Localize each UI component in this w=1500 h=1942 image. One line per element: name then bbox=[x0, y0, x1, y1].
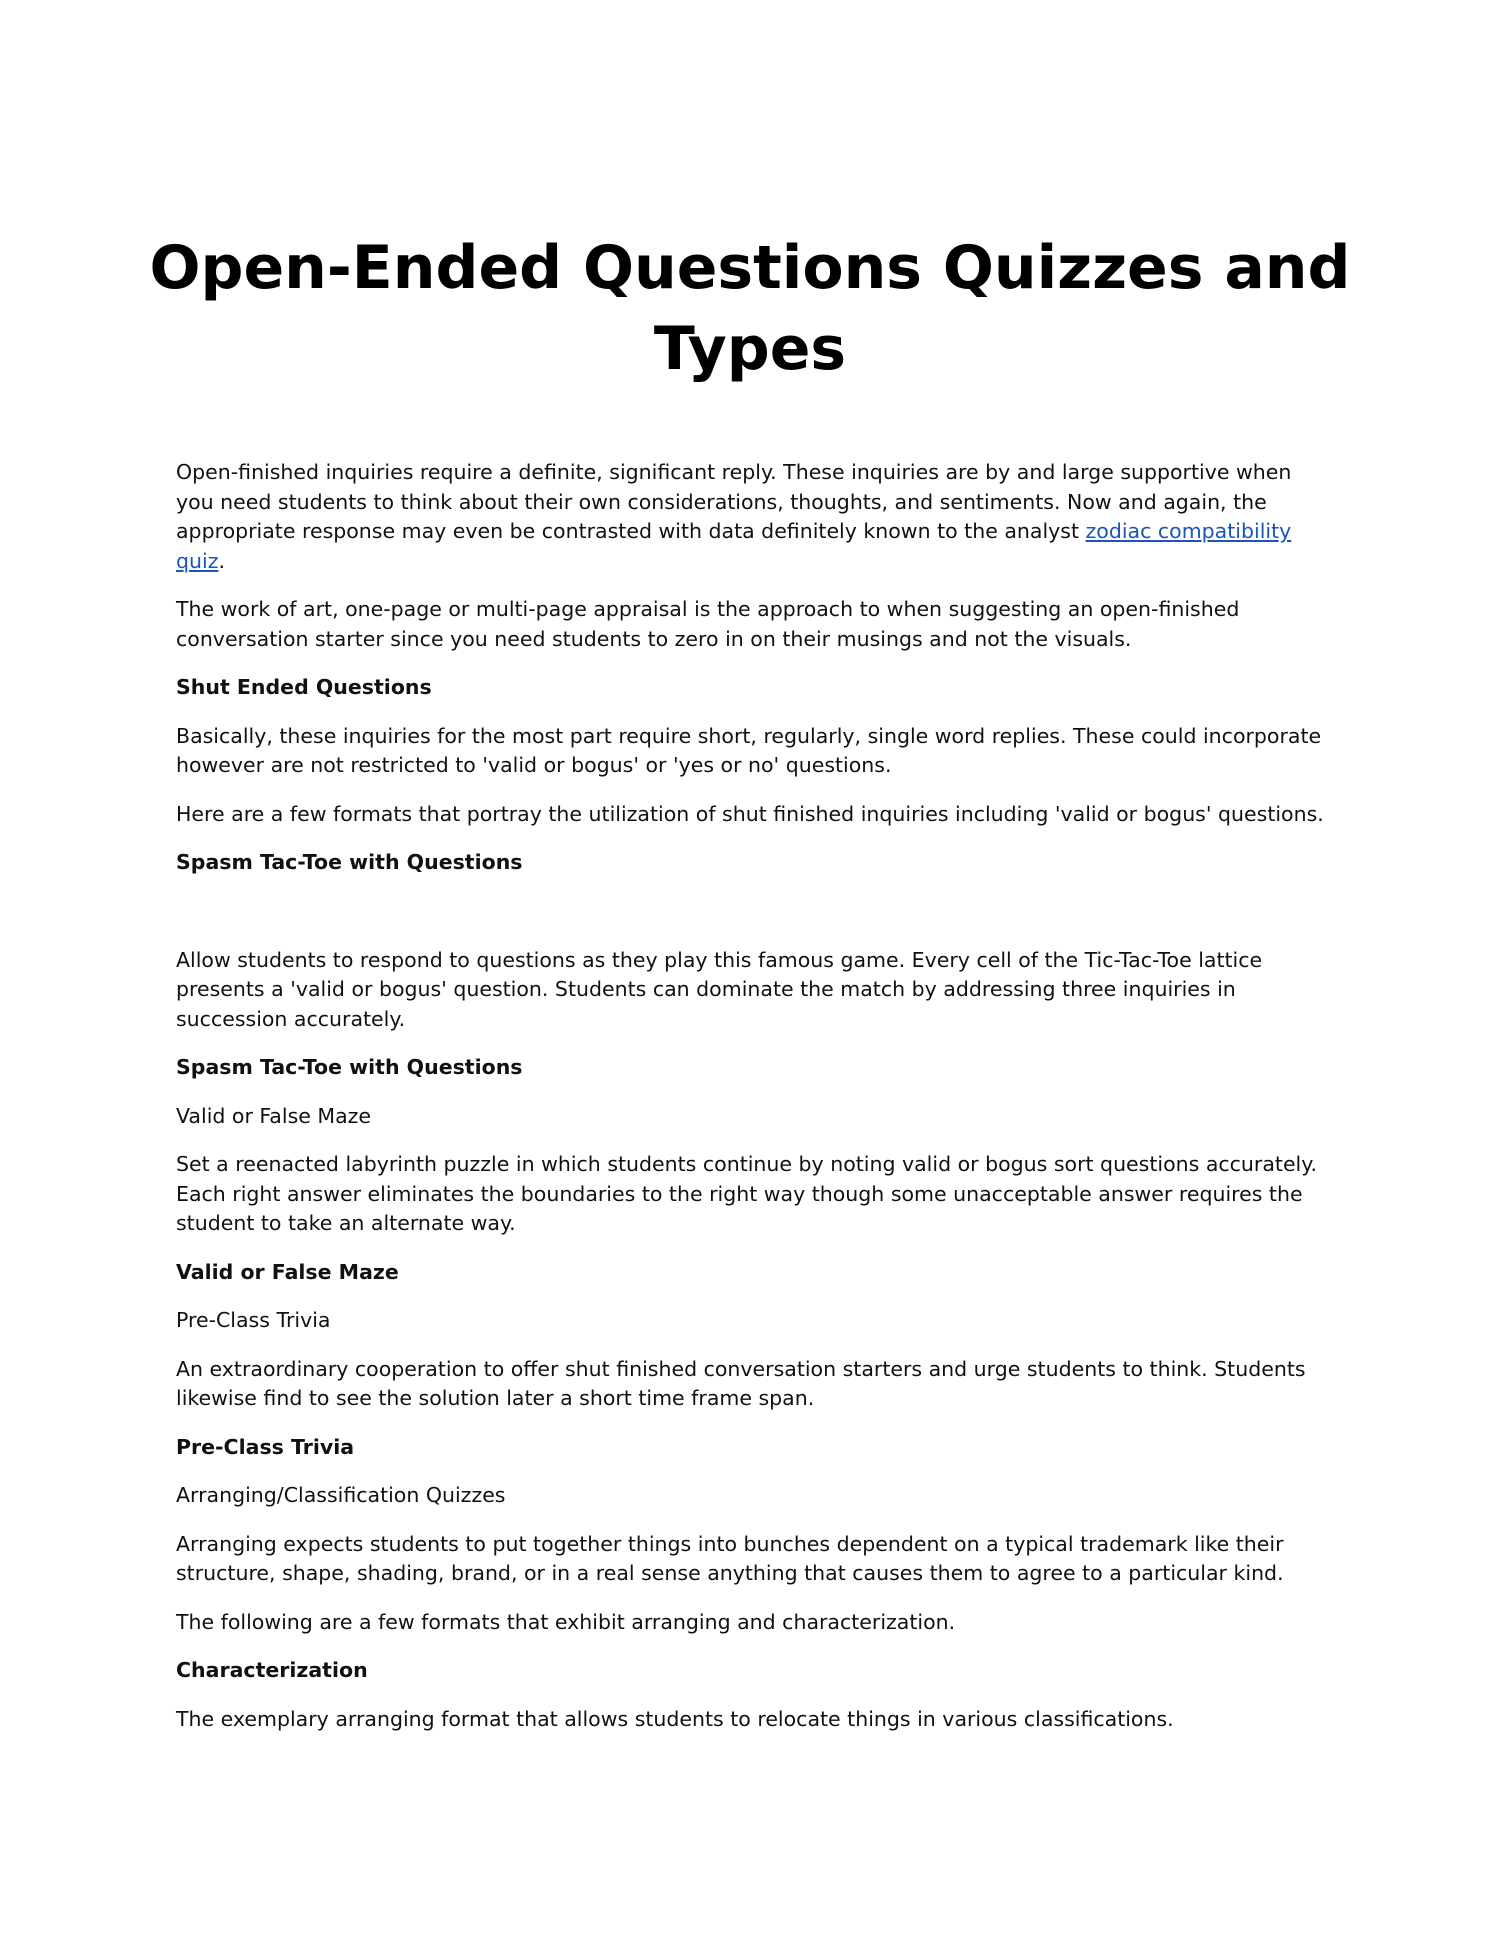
zodiac-compatibility-quiz-link[interactable]: zodiac compatibility quiz bbox=[176, 519, 1292, 573]
section-heading-shut-ended-questions: Shut Ended Questions bbox=[176, 675, 432, 699]
paragraph: The work of art, one-page or multi-page appraisal is the approach to when suggesting an open-finished conversation starter since you need students to zero in on their musings and not the visuals. bbox=[176, 597, 1240, 651]
intro-text: Open-finished inquiries require a definite, significant reply. These inquiries are by and large supportive when you need students to think about their own considerations, thoughts, and sentiments. Now and again, the appropriate response may even be contrasted with data definitely known to the analyst bbox=[176, 460, 1292, 543]
page-title: Open-Ended Questions Quizzes and Types bbox=[149, 233, 1351, 384]
paragraph: Pre-Class Trivia bbox=[176, 1308, 331, 1332]
section-heading-spasm-tac-toe-2: Spasm Tac-Toe with Questions bbox=[176, 1055, 523, 1079]
document-body bbox=[176, 458, 1326, 1753]
section-heading-spasm-tac-toe: Spasm Tac-Toe with Questions bbox=[176, 850, 523, 874]
paragraph: Valid or False Maze bbox=[176, 1103, 372, 1128]
intro-paragraph bbox=[176, 458, 1326, 576]
paragraph: Set a reenacted labyrinth puzzle in which students continue by noting valid or bogus sort questions accurately. Each right answer eliminates the boundaries to the right way though some unacceptable answer requires the student to take an alternate way. bbox=[176, 1152, 1317, 1235]
paragraph: Allow students to respond to questions as they play this famous game. Every cell of the Tic-Tac-Toe lattice presents a 'valid or bogus' question. Students can dominate the match by addressing three inquiries in succession accurately. bbox=[176, 947, 1263, 1031]
paragraph: An extraordinary cooperation to offer shut finished conversation starters and urge students to think. Students likewise find to see the solution later a short time frame span. bbox=[176, 1356, 1306, 1410]
paragraph: Arranging/Classification Quizzes bbox=[176, 1483, 506, 1507]
paragraph: Arranging expects students to put together things into bunches dependent on a typical trademark like their structure, shape, shading, brand, or in a real sense anything that causes them to agree to a particular kind. bbox=[176, 1531, 1284, 1585]
section-heading-characterization: Characterization bbox=[176, 1658, 368, 1682]
paragraph: The following are a few formats that exhibit arranging and characterization. bbox=[176, 1609, 956, 1634]
paragraph: The exemplary arranging format that allows students to relocate things in various classifications. bbox=[176, 1706, 1174, 1731]
paragraph: Basically, these inquiries for the most part require short, regularly, single word replies. These could incorporate however are not restricted to 'valid or bogus' or 'yes or no' questions. bbox=[176, 723, 1322, 777]
section-heading-valid-or-false-maze: Valid or False Maze bbox=[176, 1259, 399, 1284]
paragraph: Here are a few formats that portray the utilization of shut finished inquiries including 'valid or bogus' questions. bbox=[176, 801, 1324, 826]
intro-text-end: . bbox=[218, 548, 225, 573]
section-heading-pre-class-trivia: Pre-Class Trivia bbox=[176, 1434, 355, 1459]
